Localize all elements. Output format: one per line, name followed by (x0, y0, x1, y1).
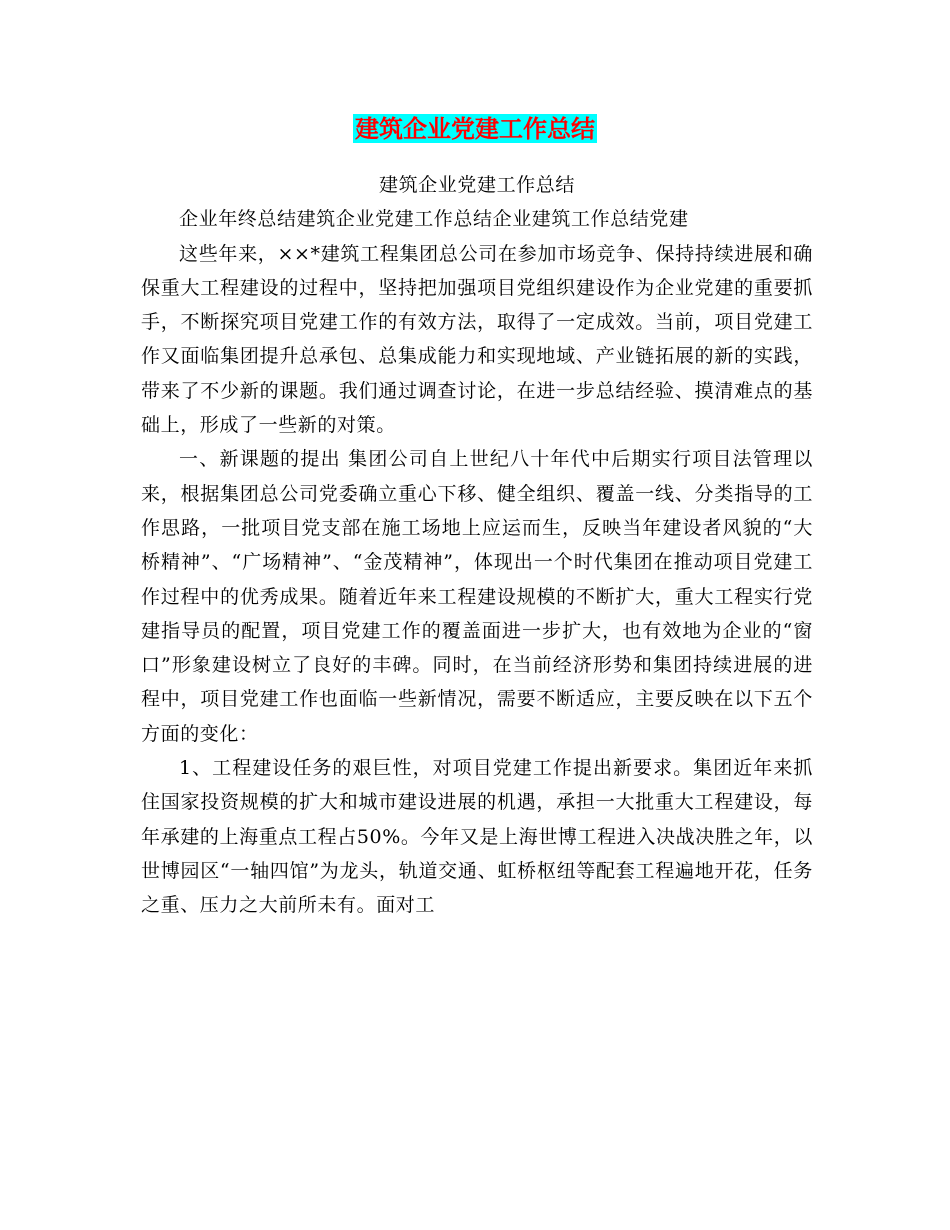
document-subtitle: 建筑企业党建工作总结 (378, 174, 575, 196)
paragraph-intro: 这些年来，××*建筑工程集团总公司在参加市场竞争、保持持续进展和确保重大工程建设的过程中，坚持把加强项目党组织建设作为企业党建的重要抓手，不断探究项目党建工作的有效方法，取得了一定成效。当前，项目党建工作又面临集团提升总承包、总集成能力和实现地域、产业链拓展的新的实践，带来了不少新的课题。我们通过调查讨论，在进一步总结经验、摸清难点的基础上，形成了一些新的对策。 (141, 242, 813, 437)
paragraph-item-one: 1、工程建设任务的艰巨性，对项目党建工作提出新要求。集团近年来抓住国家投资规模的扩大和城市建设进展的机遇，承担一大批重大工程建设，每年承建的上海重点工程占50%。今年又是上海世博工程进入决战决胜之年，以世博园区“一轴四馆”为龙头，轨道交通、虹桥枢纽等配套工程遍地开花，任务之重、压力之大前所未有。面对工 (141, 757, 813, 917)
title-highlight: 建筑企业党建工作总结 (355, 114, 595, 143)
document-keywords: 企业年终总结建筑企业党建工作总结企业建筑工作总结党建 (179, 208, 689, 231)
document-title (0, 112, 950, 146)
document-body (141, 168, 813, 923)
paragraph-section-one: 一、新课题的提出 集团公司自上世纪八十年代中后期实行项目法管理以来，根据集团总公司党委确立重心下移、健全组织、覆盖一线、分类指导的工作思路，一批项目党支部在施工场地上应运而生，反映当年建设者风貌的“大桥精神”、“广场精神”、“金茂精神”，体现出一个时代集团在推动项目党建工作过程中的优秀成果。随着近年来工程建设规模的不断扩大，重大工程实行党建指导员的配置，项目党建工作的覆盖面进一步扩大，也有效地为企业的“窗口”形象建设树立了良好的丰碑。同时，在当前经济形势和集团持续进展的进程中，项目党建工作也面临一些新情况，需要不断适应，主要反映在以下五个方面的变化： (141, 448, 813, 745)
